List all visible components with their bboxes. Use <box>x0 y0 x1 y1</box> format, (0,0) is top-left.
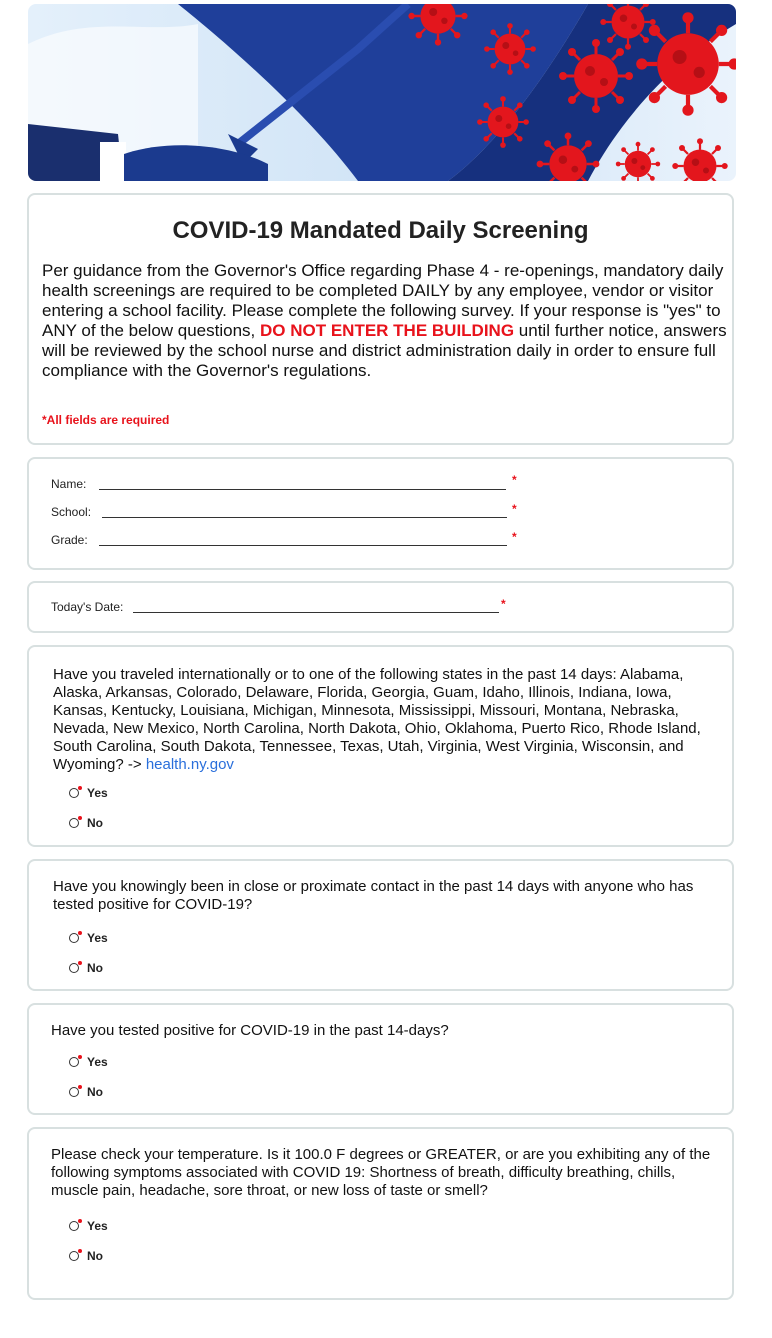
grade-row <box>51 533 88 547</box>
question-card-tested <box>27 1003 734 1115</box>
radio-option-no[interactable] <box>69 1085 103 1099</box>
radio-option-yes[interactable] <box>69 1055 108 1069</box>
radio-circle-icon[interactable] <box>69 963 79 973</box>
radio-option-yes[interactable] <box>69 1219 108 1233</box>
required-note: *All fields are required <box>42 413 170 427</box>
header-banner-image <box>28 4 736 181</box>
question-card-symptoms <box>27 1127 734 1300</box>
option-label: Yes <box>87 1219 108 1233</box>
radio-circle-icon[interactable] <box>69 788 79 798</box>
radio-circle-icon[interactable] <box>69 1221 79 1231</box>
school-input[interactable] <box>102 517 507 518</box>
option-label: No <box>87 1085 103 1099</box>
date-input[interactable] <box>133 612 499 613</box>
name-required-star: * <box>512 473 517 487</box>
intro-text-part1: Per guidance from the Governor's Office regarding Phase 4 - re-openings, mandatory daily health screenings are required to be completed DAILY by any employee, vendor or visitor entering a school facility. Please complete the following survey. If your response is "yes" to ANY of the below questions, <box>42 261 724 340</box>
intro-warning: DO NOT ENTER THE BUILDING <box>260 321 515 340</box>
date-card <box>27 581 734 633</box>
name-input[interactable] <box>99 489 506 490</box>
radio-option-yes[interactable] <box>69 786 108 800</box>
radio-circle-icon[interactable] <box>69 933 79 943</box>
intro-card <box>27 193 734 445</box>
question-1-text: Have you traveled internationally or to one of the following states in the past 14 days: Alabama, Alaska, Arkansas, Colorado, Delaware, Florida, Georgia, Guam, Idaho, Illinois, Indiana, Iowa, Kansas, Kentucky, Louisiana, Michigan, Minnesota, Mississippi, Missouri, Montana, Nebraska, Nevada, New Mexico, North Carolina, North Dakota, Ohio, Oklahoma, Puerto Rico, Rhode Island, South Carolina, South Dakota, Tennessee, Texas, Utah, Virginia, West Virginia, Wisconsin, and Wyoming? -> <box>53 666 701 773</box>
radio-circle-icon[interactable] <box>69 1087 79 1097</box>
radio-option-no[interactable] <box>69 816 103 830</box>
question-text <box>53 666 713 774</box>
option-label: No <box>87 961 103 975</box>
radio-option-no[interactable] <box>69 1249 103 1263</box>
question-4-text: Please check your temperature. Is it 100.0 F degrees or GREATER, or are you exhibiting any of the following symptoms associated with COVID 19: Shortness of breath, difficulty breathing, chills, muscle pain, headache, sore throat, or new loss of taste or smell? <box>51 1146 711 1199</box>
radio-circle-icon[interactable] <box>69 1251 79 1261</box>
radio-option-no[interactable] <box>69 961 103 975</box>
school-row <box>51 505 91 519</box>
school-label: School: <box>51 505 92 519</box>
question-2-text: Have you knowingly been in close or proximate contact in the past 14 days with anyone who has tested positive for COVID-19? <box>53 878 694 913</box>
date-required-star: * <box>501 597 506 611</box>
option-label: Yes <box>87 786 108 800</box>
health-ny-gov-link[interactable]: health.ny.gov <box>145 756 234 773</box>
radio-circle-icon[interactable] <box>69 818 79 828</box>
option-label: Yes <box>87 931 108 945</box>
radio-option-yes[interactable] <box>69 931 108 945</box>
grade-required-star: * <box>512 530 517 544</box>
name-row <box>51 477 86 491</box>
intro-text-part2: until further notice, answers will be reviewed by the school nurse and district administration daily in order to ensure full compliance with the Governor's regulations. <box>42 321 727 380</box>
identity-card <box>27 457 734 570</box>
grade-input[interactable] <box>99 545 507 546</box>
question-3-text: Have you tested positive for COVID-19 in the past 14-days? <box>51 1022 449 1039</box>
question-card-travel <box>27 645 734 847</box>
option-label: Yes <box>87 1055 108 1069</box>
school-required-star: * <box>512 502 517 516</box>
intro-text <box>42 261 727 381</box>
option-label: No <box>87 816 103 830</box>
date-row <box>51 600 123 614</box>
option-label: No <box>87 1249 103 1263</box>
date-label: Today's Date: <box>51 600 124 614</box>
form-title: COVID-19 Mandated Daily Screening <box>172 217 589 244</box>
question-card-contact <box>27 859 734 991</box>
grade-label: Grade: <box>51 533 88 547</box>
radio-circle-icon[interactable] <box>69 1057 79 1067</box>
name-label: Name: <box>51 477 87 491</box>
